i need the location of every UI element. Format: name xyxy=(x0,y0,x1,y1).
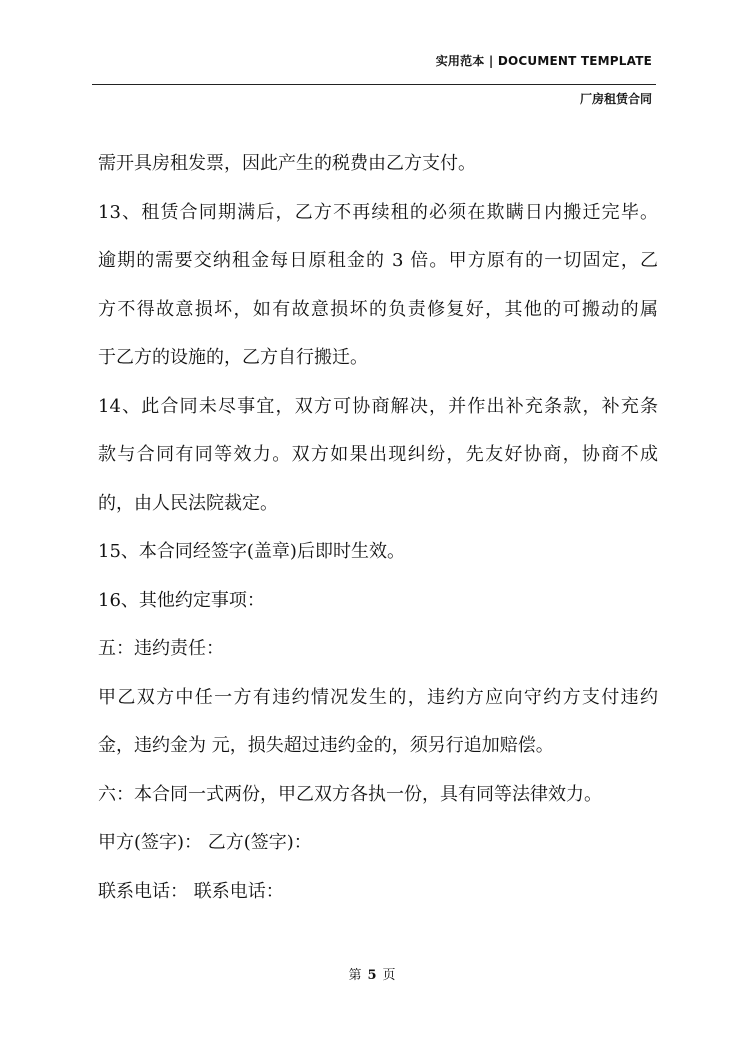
body-line: 甲乙双方中任一方有违约情况发生的，违约方应向守约方支付违约 xyxy=(98,686,658,708)
page-suffix: 页 xyxy=(382,968,396,983)
page-number: 5 xyxy=(367,968,377,983)
document-body xyxy=(98,140,658,916)
body-line: 方不得故意损坏，如有故意损坏的负责修复好，其他的可搬动的属 xyxy=(98,298,658,320)
body-line: 16、其他约定事项： xyxy=(98,589,265,611)
header-title: 实用范本 | DOCUMENT TEMPLATE xyxy=(435,54,652,68)
body-line: 的，由人民法院裁定。 xyxy=(98,492,278,514)
page-prefix: 第 xyxy=(348,968,362,983)
page-footer xyxy=(0,964,744,983)
body-line: 款与合同有同等效力。双方如果出现纠纷，先友好协商，协商不成 xyxy=(98,444,658,465)
body-line: 逾期的需要交纳租金每日原租金的 3 倍。甲方原有的一切固定，乙 xyxy=(98,250,658,271)
header-subtitle: 厂房租赁合同 xyxy=(579,92,652,106)
header-divider xyxy=(92,84,656,85)
body-line: 于乙方的设施的，乙方自行搬迁。 xyxy=(98,347,368,368)
body-line: 15、本合同经签字(盖章)后即时生效。 xyxy=(98,541,405,562)
body-line: 五：违约责任： xyxy=(98,638,224,659)
body-line: 金，违约金为 元，损失超过违约金的，须另行追加赔偿。 xyxy=(98,735,554,756)
body-line: 甲方(签字)： 乙方(签字)： xyxy=(98,832,312,853)
body-line: 14、此合同未尽事宜，双方可协商解决，并作出补充条款，补充条 xyxy=(98,395,658,417)
body-line: 需开具房租发票，因此产生的税费由乙方支付。 xyxy=(98,153,476,174)
body-line: 13、租赁合同期满后，乙方不再续租的必须在欺瞒日内搬迁完毕。 xyxy=(98,201,658,223)
body-line: 六：本合同一式两份，甲乙双方各执一份，具有同等法律效力。 xyxy=(98,783,602,805)
body-line: 联系电话： 联系电话： xyxy=(98,880,284,902)
